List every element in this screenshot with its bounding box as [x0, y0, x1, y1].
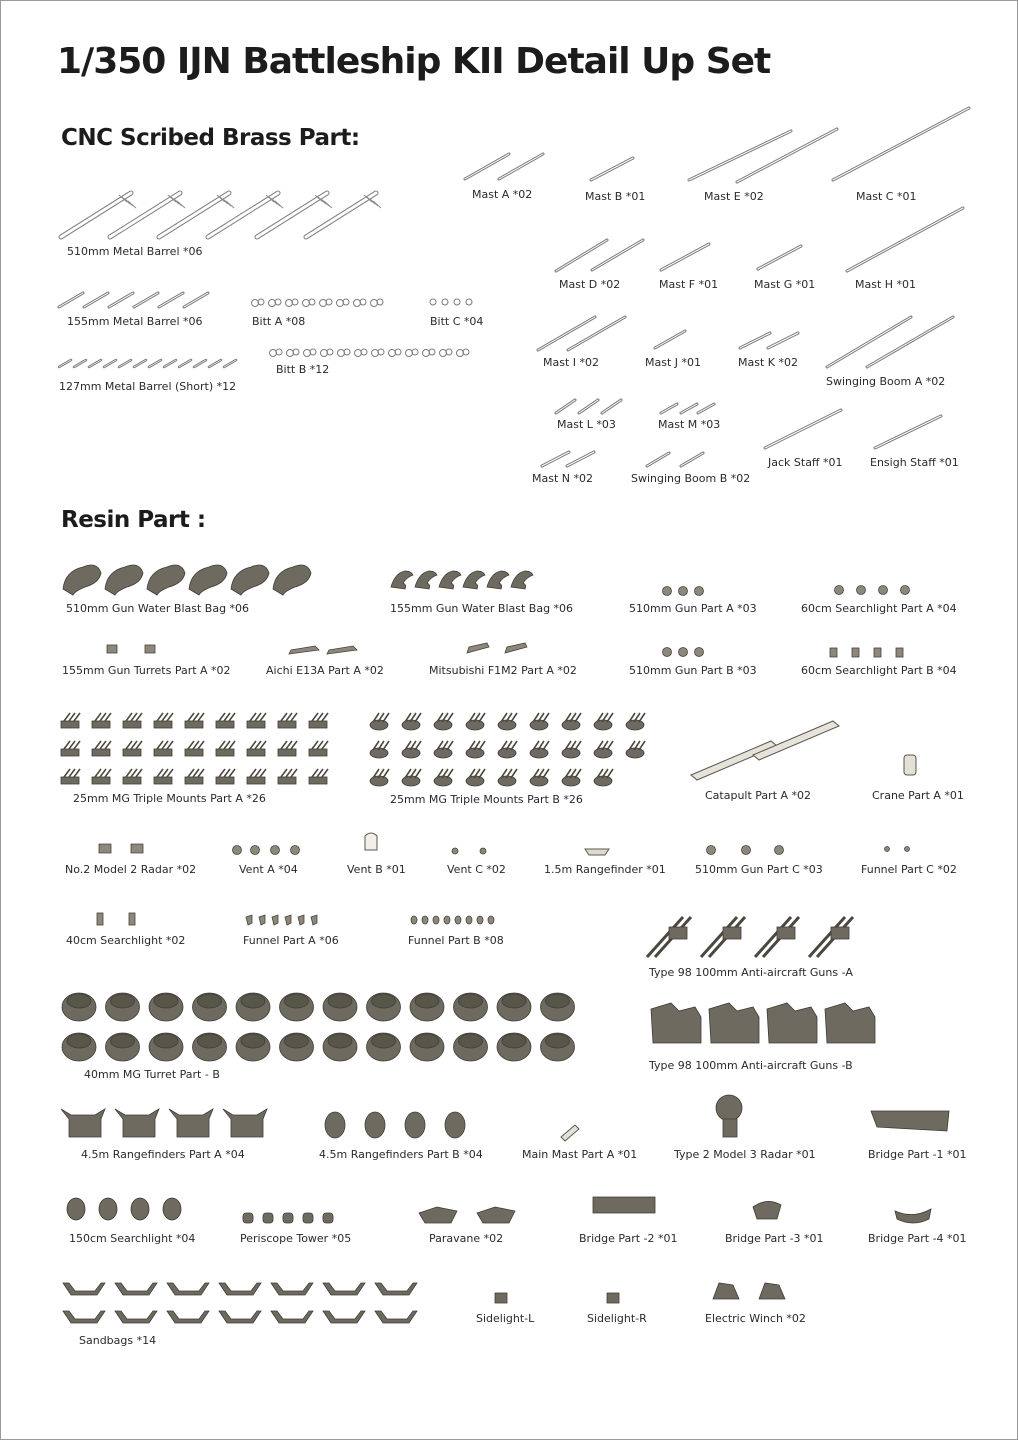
- sandbag: [63, 1311, 105, 1323]
- label-mast-n: Mast N *02: [532, 472, 593, 485]
- mg-25mm-mount-a: [92, 721, 110, 728]
- sandbag: [323, 1283, 365, 1295]
- rangefinder-4-5m-a: [223, 1109, 267, 1137]
- searchlight-150cm: [99, 1198, 117, 1220]
- label-bridge-1: Bridge Part -1 *01: [868, 1148, 967, 1161]
- periscope-tower: [263, 1213, 273, 1223]
- funnel-part-b: [488, 916, 494, 924]
- label-4-5m-rangefinder-b: 4.5m Rangefinders Part B *04: [319, 1148, 483, 1161]
- bitt-b: [372, 350, 379, 357]
- brass-parts-illustrations: [59, 108, 969, 466]
- label-mast-h: Mast H *01: [855, 278, 917, 291]
- sandbag: [323, 1311, 365, 1323]
- electric-winch: [759, 1283, 785, 1299]
- label-bitt-a: Bitt A *08: [252, 315, 306, 328]
- gun-510mm-part-c: [707, 846, 716, 855]
- label-vent-c: Vent C *02: [447, 863, 506, 876]
- label-type2-radar: Type 2 Model 3 Radar *01: [674, 1148, 816, 1161]
- sandbag: [375, 1311, 417, 1323]
- mg-25mm-mount-a: [185, 777, 203, 784]
- paravane: [419, 1207, 457, 1223]
- rangefinder-4-5m-a: [61, 1109, 105, 1137]
- label-bridge-4: Bridge Part -4 *01: [868, 1232, 967, 1245]
- bitt-b: [338, 350, 345, 357]
- bitt-b: [406, 350, 413, 357]
- radar-type2: [716, 1095, 742, 1121]
- label-vent-a: Vent A *04: [239, 863, 298, 876]
- periscope-tower: [283, 1213, 293, 1223]
- mg-25mm-mount-a: [278, 777, 296, 784]
- sandbag: [63, 1283, 105, 1295]
- mg-25mm-mount-a: [247, 777, 265, 784]
- label-155mm-gun-turrets: 155mm Gun Turrets Part A *02: [62, 664, 231, 677]
- label-60cm-searchlight-a: 60cm Searchlight Part A *04: [801, 602, 957, 615]
- aichi-e13a: [327, 646, 357, 654]
- blast-bag-510mm: [63, 565, 101, 595]
- vent-c: [452, 848, 458, 854]
- blast-bag-155mm: [439, 571, 461, 589]
- parts-artwork: [1, 1, 1018, 1440]
- label-mast-l: Mast L *03: [557, 418, 616, 431]
- mg-25mm-mount-a: [309, 721, 327, 728]
- rangefinder-4-5m-a: [115, 1109, 159, 1137]
- label-4-5m-rangefinder-a: 4.5m Rangefinders Part A *04: [81, 1148, 245, 1161]
- funnel-part-a: [259, 915, 265, 925]
- blast-bag-155mm: [391, 571, 413, 589]
- radar-no2: [99, 844, 111, 853]
- funnel-part-c: [905, 847, 910, 852]
- resin-parts-illustrations: [61, 565, 949, 1323]
- bitt-a: [303, 300, 310, 307]
- bitt-b: [389, 350, 396, 357]
- mg-25mm-mount-a: [123, 777, 141, 784]
- label-127mm-metal-barrel: 127mm Metal Barrel (Short) *12: [59, 380, 237, 393]
- mg-25mm-mount-a: [61, 749, 79, 756]
- vent-b: [365, 833, 377, 850]
- funnel-part-a: [311, 915, 317, 925]
- bitt-c: [442, 299, 448, 305]
- rangefinder-4-5m-b: [445, 1112, 465, 1138]
- label-jack-staff: Jack Staff *01: [768, 456, 843, 469]
- sandbag: [219, 1283, 261, 1295]
- mg-25mm-mount-a: [216, 721, 234, 728]
- main-mast-part: [561, 1125, 579, 1141]
- blast-bag-510mm: [189, 565, 227, 595]
- sandbag: [271, 1283, 313, 1295]
- bitt-b: [287, 350, 294, 357]
- funnel-part-a: [285, 915, 291, 925]
- bridge-part-1: [871, 1111, 949, 1131]
- mg-25mm-mount-a: [92, 777, 110, 784]
- searchlight-60cm-b: [852, 648, 859, 657]
- sidelight-l: [495, 1293, 507, 1303]
- mg-25mm-mount-a: [185, 721, 203, 728]
- section-resin-heading: Resin Part :: [61, 507, 206, 533]
- aa-gun-type98-b: [709, 1003, 759, 1043]
- electric-winch: [713, 1283, 739, 1299]
- mg-25mm-mount-a: [247, 721, 265, 728]
- mg-25mm-mount-a: [247, 749, 265, 756]
- label-bitt-b: Bitt B *12: [276, 363, 330, 376]
- label-periscope-tower: Periscope Tower *05: [240, 1232, 352, 1245]
- label-mast-j: Mast J *01: [645, 356, 702, 369]
- label-mast-g: Mast G *01: [754, 278, 816, 291]
- bitt-a: [320, 300, 327, 307]
- bitt-b: [270, 350, 277, 357]
- blast-bag-155mm: [463, 571, 485, 589]
- label-mast-e: Mast E *02: [704, 190, 764, 203]
- bitt-a: [252, 300, 259, 307]
- bitt-b: [457, 350, 464, 357]
- mg-25mm-mount-a: [278, 721, 296, 728]
- rangefinder-4-5m-b: [405, 1112, 425, 1138]
- label-sidelight-l: Sidelight-L: [476, 1312, 535, 1325]
- rangefinder-4-5m-b: [365, 1112, 385, 1138]
- label-25mm-mg-a: 25mm MG Triple Mounts Part A *26: [73, 792, 266, 805]
- mg-25mm-mount-a: [309, 749, 327, 756]
- rangefinder-1-5m: [585, 849, 609, 855]
- label-155mm-blast-bag: 155mm Gun Water Blast Bag *06: [390, 602, 574, 615]
- mg-25mm-mount-a: [154, 721, 172, 728]
- bitt-a: [286, 300, 293, 307]
- label-mast-m: Mast M *03: [658, 418, 721, 431]
- gun-turret-155mm: [145, 645, 155, 653]
- label-bridge-2: Bridge Part -2 *01: [579, 1232, 678, 1245]
- bitt-a: [371, 300, 378, 307]
- label-bitt-c: Bitt C *04: [430, 315, 484, 328]
- bitt-b: [440, 350, 447, 357]
- searchlight-150cm: [163, 1198, 181, 1220]
- mg-25mm-mount-a: [309, 777, 327, 784]
- mg-25mm-mount-a: [216, 749, 234, 756]
- mg-25mm-mount-a: [123, 749, 141, 756]
- blast-bag-510mm: [105, 565, 143, 595]
- label-510mm-gun-part-a: 510mm Gun Part A *03: [629, 602, 757, 615]
- mg-25mm-mount-a: [278, 749, 296, 756]
- label-510mm-metal-barrel: 510mm Metal Barrel *06: [67, 245, 203, 258]
- label-510mm-gun-part-c: 510mm Gun Part C *03: [695, 863, 823, 876]
- gun-turret-155mm: [107, 645, 117, 653]
- bitt-b: [423, 350, 430, 357]
- searchlight-60cm-b: [874, 648, 881, 657]
- label-paravane: Paravane *02: [429, 1232, 504, 1245]
- label-510mm-gun-part-b: 510mm Gun Part B *03: [629, 664, 757, 677]
- mg-25mm-mount-a: [61, 777, 79, 784]
- label-mast-f: Mast F *01: [659, 278, 719, 291]
- sandbag: [115, 1311, 157, 1323]
- mg-25mm-mount-a: [154, 777, 172, 784]
- bitt-a: [269, 300, 276, 307]
- funnel-part-b: [455, 916, 461, 924]
- mg-25mm-mount-a: [61, 721, 79, 728]
- funnel-part-b: [444, 916, 450, 924]
- searchlight-40cm: [129, 913, 135, 925]
- label-40mm-mg-turret: 40mm MG Turret Part - B: [84, 1068, 220, 1081]
- label-funnel-a: Funnel Part A *06: [243, 934, 339, 947]
- label-type98-aa-a: Type 98 100mm Anti-aircraft Guns -A: [649, 966, 853, 979]
- funnel-part-c: [885, 847, 890, 852]
- mitsubishi-f1m2: [505, 643, 527, 653]
- bridge-part-4: [895, 1209, 931, 1223]
- vent-c: [480, 848, 486, 854]
- mg-25mm-mount-a: [154, 749, 172, 756]
- bitt-b: [304, 350, 311, 357]
- label-main-mast: Main Mast Part A *01: [522, 1148, 638, 1161]
- paravane: [477, 1207, 515, 1223]
- label-1-5m-rangefinder: 1.5m Rangefinder *01: [544, 863, 666, 876]
- radar-no2: [131, 844, 143, 853]
- label-funnel-b: Funnel Part B *08: [408, 934, 504, 947]
- label-bridge-3: Bridge Part -3 *01: [725, 1232, 824, 1245]
- mg-25mm-mount-a: [185, 749, 203, 756]
- section-brass-heading: CNC Scribed Brass Part:: [61, 125, 360, 151]
- bridge-part-2: [593, 1197, 655, 1213]
- mg-25mm-mount-a: [92, 749, 110, 756]
- aa-gun-type98-b: [767, 1003, 817, 1043]
- blast-bag-155mm: [487, 571, 509, 589]
- rangefinder-4-5m-b: [325, 1112, 345, 1138]
- label-mitsubishi-f1m2: Mitsubishi F1M2 Part A *02: [429, 664, 577, 677]
- label-40cm-searchlight: 40cm Searchlight *02: [66, 934, 186, 947]
- sandbag: [271, 1311, 313, 1323]
- label-vent-b: Vent B *01: [347, 863, 406, 876]
- label-155mm-metal-barrel: 155mm Metal Barrel *06: [67, 315, 203, 328]
- label-mast-k: Mast K *02: [738, 356, 798, 369]
- funnel-part-a: [272, 915, 278, 925]
- mg-25mm-mount-a: [216, 777, 234, 784]
- searchlight-150cm: [67, 1198, 85, 1220]
- bitt-c: [466, 299, 472, 305]
- periscope-tower: [303, 1213, 313, 1223]
- sandbag: [115, 1283, 157, 1295]
- bitt-a: [354, 300, 361, 307]
- page-title: 1/350 IJN Battleship KII Detail Up Set: [57, 41, 771, 82]
- label-60cm-searchlight-b: 60cm Searchlight Part B *04: [801, 664, 957, 677]
- searchlight-60cm-b: [830, 648, 837, 657]
- sandbag: [167, 1311, 209, 1323]
- label-catapult: Catapult Part A *02: [705, 789, 812, 802]
- label-510mm-blast-bag: 510mm Gun Water Blast Bag *06: [66, 602, 250, 615]
- catapult-part: [691, 741, 777, 780]
- label-sandbags: Sandbags *14: [79, 1334, 157, 1347]
- label-25mm-mg-b: 25mm MG Triple Mounts Part B *26: [390, 793, 583, 806]
- searchlight-60cm-b: [896, 648, 903, 657]
- blast-bag-510mm: [231, 565, 269, 595]
- label-mast-c: Mast C *01: [856, 190, 917, 203]
- aa-gun-type98-b: [651, 1003, 701, 1043]
- searchlight-40cm: [97, 913, 103, 925]
- label-electric-winch: Electric Winch *02: [705, 1312, 806, 1325]
- funnel-part-b: [411, 916, 417, 924]
- blast-bag-155mm: [511, 571, 533, 589]
- mg-25mm-mount-a: [123, 721, 141, 728]
- bitt-b: [321, 350, 328, 357]
- bitt-c: [454, 299, 460, 305]
- periscope-tower: [243, 1213, 253, 1223]
- funnel-part-b: [466, 916, 472, 924]
- aa-gun-type98-b: [825, 1003, 875, 1043]
- funnel-part-a: [246, 915, 252, 925]
- rangefinder-4-5m-a: [169, 1109, 213, 1137]
- aichi-e13a: [289, 646, 319, 654]
- label-radar-no2: No.2 Model 2 Radar *02: [65, 863, 197, 876]
- blast-bag-510mm: [147, 565, 185, 595]
- funnel-part-b: [477, 916, 483, 924]
- label-150cm-searchlight: 150cm Searchlight *04: [69, 1232, 196, 1245]
- label-type98-aa-b: Type 98 100mm Anti-aircraft Guns -B: [649, 1059, 853, 1072]
- label-mast-b: Mast B *01: [585, 190, 646, 203]
- sandbag: [167, 1283, 209, 1295]
- catapult-part: [753, 721, 839, 760]
- gun-510mm-part-a: [663, 587, 672, 596]
- label-crane: Crane Part A *01: [872, 789, 964, 802]
- label-sidelight-r: Sidelight-R: [587, 1312, 647, 1325]
- searchlight-60cm-a: [835, 586, 844, 595]
- label-mast-a: Mast A *02: [472, 188, 533, 201]
- label-mast-d: Mast D *02: [559, 278, 621, 291]
- blast-bag-510mm: [273, 565, 311, 595]
- mitsubishi-f1m2: [467, 643, 489, 653]
- blast-bag-155mm: [415, 571, 437, 589]
- sidelight-r: [607, 1293, 619, 1303]
- sandbag: [219, 1311, 261, 1323]
- bitt-b: [355, 350, 362, 357]
- crane-part: [904, 755, 916, 775]
- bridge-part-3: [753, 1201, 781, 1219]
- label-ensign-staff: Ensigh Staff *01: [870, 456, 959, 469]
- gun-510mm-part-b: [663, 648, 672, 657]
- searchlight-150cm: [131, 1198, 149, 1220]
- label-funnel-c: Funnel Part C *02: [861, 863, 957, 876]
- label-aichi-e13a: Aichi E13A Part A *02: [266, 664, 384, 677]
- funnel-part-a: [298, 915, 304, 925]
- sandbag: [375, 1283, 417, 1295]
- funnel-part-b: [433, 916, 439, 924]
- vent-a: [233, 846, 242, 855]
- bitt-a: [337, 300, 344, 307]
- label-swinging-boom-a: Swinging Boom A *02: [826, 375, 946, 388]
- periscope-tower: [323, 1213, 333, 1223]
- bitt-c: [430, 299, 436, 305]
- label-mast-i: Mast I *02: [543, 356, 600, 369]
- label-swinging-boom-b: Swinging Boom B *02: [631, 472, 751, 485]
- funnel-part-b: [422, 916, 428, 924]
